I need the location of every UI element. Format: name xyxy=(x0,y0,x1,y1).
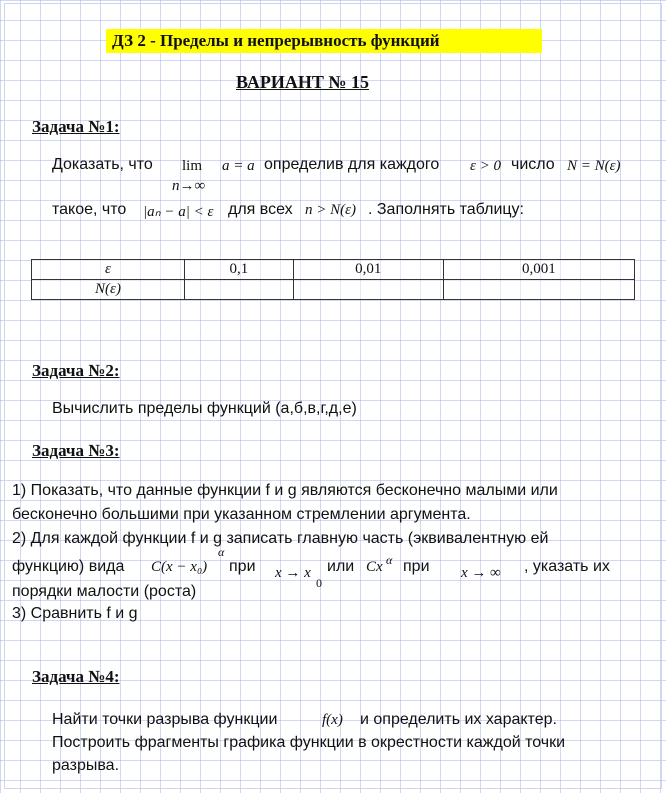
task3-line3: 2) Для каждой функции f и g записать главную часть (эквивалентную ей xyxy=(12,530,549,547)
task3-formula1: C(x − x₀) xyxy=(151,559,208,575)
table-cell-empty xyxy=(293,280,443,300)
table-cell: 0,001 xyxy=(443,260,634,280)
task1-text-forall: для всех xyxy=(228,201,293,218)
table-cell-empty xyxy=(185,280,294,300)
task1-text-determining: определив для каждого xyxy=(264,156,440,173)
task1-n-cond: n > N(ε) xyxy=(305,202,357,218)
table-cell-empty xyxy=(443,280,634,300)
task3-line4-a: функцию) вида xyxy=(12,558,125,575)
task4-line3: разрыва. xyxy=(52,757,120,774)
task1-text-fill: . Заполнять таблицу: xyxy=(368,201,524,218)
task3-arrow2: x → ∞ xyxy=(461,565,501,581)
page-title: ДЗ 2 - Пределы и непрерывность функций xyxy=(106,29,542,53)
table-row xyxy=(32,280,635,300)
task3-line4-b: при xyxy=(229,558,256,575)
task3-alpha: α xyxy=(218,545,225,559)
task3-heading: Задача №3: xyxy=(32,441,120,460)
table-cell: 0,1 xyxy=(185,260,294,280)
task1-lim-sub: n→∞ xyxy=(172,178,206,194)
task1-n-def: N = N(ε) xyxy=(567,158,621,174)
task1-text-such: такое, что xyxy=(52,201,127,218)
task1-eps-cond: ε > 0 xyxy=(470,158,502,174)
task3-line6: 3) Сравнить f и g xyxy=(12,605,138,622)
task3-line4-d: при xyxy=(403,558,430,575)
task3-arrow1: x → x xyxy=(275,565,311,581)
epsilon-table xyxy=(31,259,635,300)
task3-line2: бесконечно большими при указанном стремлении аргумента. xyxy=(12,506,471,523)
task3-line4-e: , указать их xyxy=(524,558,610,575)
task4-line1-a: Найти точки разрыва функции xyxy=(52,711,278,728)
table-row xyxy=(32,260,635,280)
table-cell-eps-label: ε xyxy=(32,260,185,280)
task3-formula2: Cx xyxy=(366,559,383,575)
table-cell: 0,01 xyxy=(293,260,443,280)
task3-arrow1-sub: 0 xyxy=(316,576,322,590)
task1-lim: lim xyxy=(182,158,203,174)
task2-text: Вычислить пределы функций (а,б,в,г,д,е) xyxy=(52,400,357,417)
task1-abs-expr: |aₙ − a| < ε xyxy=(143,204,214,220)
task3-line5: порядки малости (роста) xyxy=(12,583,197,600)
task3-line1: 1) Показать, что данные функции f и g являются бесконечно малыми или xyxy=(12,482,558,499)
task4-heading: Задача №4: xyxy=(32,667,120,686)
variant-heading: ВАРИАНТ № 15 xyxy=(236,72,369,92)
task1-text-number: число xyxy=(511,156,555,173)
task1-text-prove: Доказать, что xyxy=(52,156,153,173)
task1-lim-expr: a = a xyxy=(222,158,255,174)
task3-line4-c: или xyxy=(327,558,355,575)
task4-line2: Построить фрагменты графика функции в окрестности каждой точки xyxy=(52,734,566,751)
task4-line1-b: и определить их характер. xyxy=(360,711,557,728)
task3-alpha-2: α xyxy=(386,553,393,567)
task2-heading: Задача №2: xyxy=(32,361,120,380)
table-cell-n-label: N(ε) xyxy=(32,280,185,300)
task4-fx: f(x) xyxy=(322,712,343,728)
task1-heading: Задача №1: xyxy=(32,117,120,136)
